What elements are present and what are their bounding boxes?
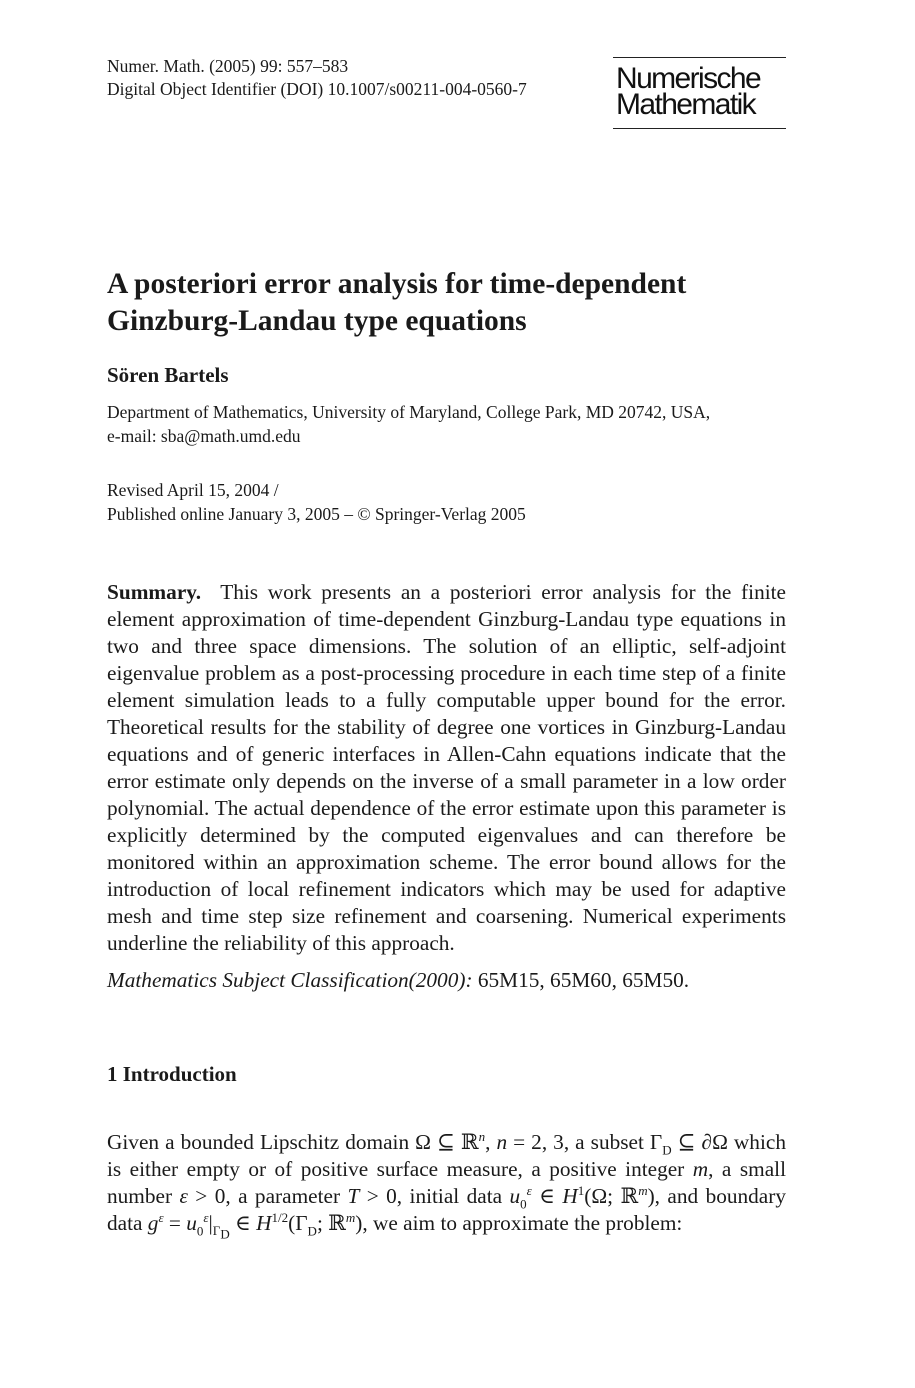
summary-text: This work presents an a posteriori error analysis for the finite element approximation of time-dependent Ginzburg-Landau type equations in two and three space dimensions. The solution of an elliptic, self-adjoint eigenvalue problem as a post-processing procedure in each time step of a finite element simulation leads to a fully computable upper bound for the error. Theoretical results for the stability of degree one vortices in Ginzburg-Landau equations and of generic interfaces in Allen-Cahn equations indicate that the error estimate only depends on the inverse of a small parameter in a low order polynomial. The actual dependence of the error estimate upon this parameter is explicitly determined by the computed eigenvalues and can therefore be monitored within an approximation scheme. The error bound allows for the introduction of local refinement indicators which may be used for adaptive mesh and time step size refinement and coarsening. Numerical experiments underline the reliability of this approach. [107,580,786,955]
summary-paragraph [107,579,786,957]
title-line-2: Ginzburg-Landau type equations [107,305,527,337]
dates-block [107,479,526,526]
doi: Digital Object Identifier (DOI) 10.1007/s00211-004-0560-7 [107,78,527,99]
published-date: Published online January 3, 2005 – © Springer-Verlag 2005 [107,503,526,524]
section-heading: 1 Introduction [107,1062,237,1086]
intro-paragraph: Given a bounded Lipschitz domain Ω ⊆ ℝ$^n$, n = 2, 3, a subset $\Gamma_D$ ⊆ ∂Ω which is either empty or of positive surface measure, a positive integer m, a small number ε > 0, a parameter T > 0, initial data $u_0^\varepsilon$ ∈ $H^1(\Omega$; ℝ$^m$), and boundary data $g^\varepsilon = u_0^\varepsilon|_{\Gamma_D}$ ∈ $H^{1/2}(\Gamma_D$; ℝ$^m$), we aim to approximate the problem: [107,1128,787,1242]
affiliation-block [107,401,786,448]
email: e-mail: sba@math.umd.edu [107,425,301,446]
affiliation: Department of Mathematics, University of Maryland, College Park, MD 20742, USA, [107,402,711,422]
revised-date: Revised April 15, 2004 / [107,480,279,500]
author: Sören Bartels [107,363,229,387]
summary-label: Summary. [107,580,202,604]
journal-logo [613,57,786,129]
running-header [107,55,527,100]
journal-logo-line2: Mathematik [616,88,756,121]
paper-title [107,266,807,340]
citation: Numer. Math. (2005) 99: 557–583 [107,56,349,76]
msc-label: Mathematics Subject Classification(2000): [107,968,473,992]
title-line-1: A posteriori error analysis for time-dependent [107,268,687,300]
msc-codes: 65M15, 65M60, 65M50. [477,968,690,992]
msc-line [107,968,689,993]
journal-logo-line1: Numerische [616,62,761,95]
